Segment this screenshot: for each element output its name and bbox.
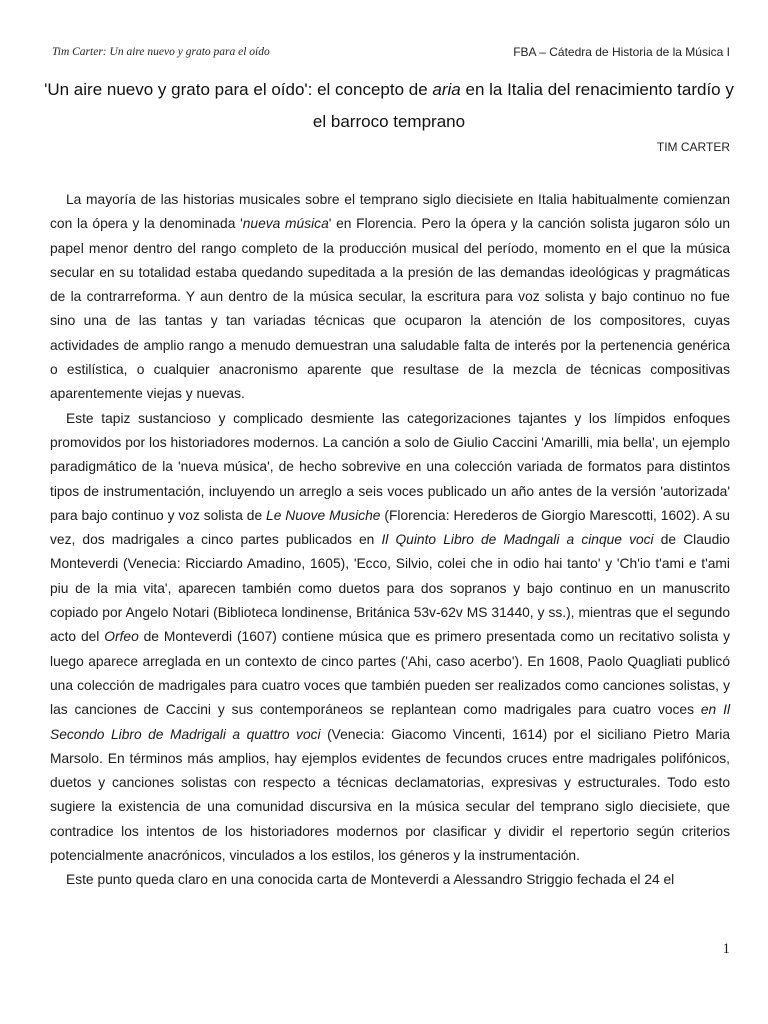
running-header-left: Tim Carter: Un aire nuevo y grato para el oído [52,46,270,58]
italic-title-run: Le Nuove Musiche [266,507,381,523]
author-name: TIM CARTER [656,140,730,154]
italic-title-run: Il Quinto Libro de Madngali a cinque voci [381,532,654,548]
text-run: (Florencia: Herederos de Giorgio Marescotti, 1602). A su vez, dos madrigales a cinco partes publicados en [50,507,730,548]
text-run: de Monteverdi (1607) contiene música que es primero presentada como un recitativo solista y luego aparece arreglada en un contexto de cinco partes ('Ahi, caso acerbo'). En 1608, Paolo Quagliati publicó una colección de madrigales para cuatro voces que también pueden ser realizados como canciones solistas, y las canciones de Caccini y sus contemporáneos se replantean como madrigales para cuatro voces [50,629,730,718]
text-run: ' en Florencia. Pero la ópera y la canción solista jugaron sólo un papel menor dentro del rango completo de la producción musical del período, momento en el que la música secular en su totalidad estaba quedando supeditada a la presión de las demandas ideológicas y pragmáticas de la contrarreforma. Y aun dentro de la música secular, la escritura para voz solista y bajo continuo no fue sino una de las tantas y tan variadas técnicas que ocuparon la atención de los compositores, cuyas actividades de amplio rango a menudo demuestran una saludable falta de interés por la pertenencia genérica o estilística, o cualquier anacronismo aparente que resultase de la mezcla de técnicas compositivas aparentemente viejas y nuevas. [50,216,730,402]
text-run: La mayoría de las historias musicales sobre el temprano siglo diecisiete en Italia habitualmente comienzan con la ópera y la denominada ' [50,192,730,232]
text-run: (Venecia: Giacomo Vincenti, 1614) por el siciliano Pietro Maria Marsolo. En términos más amplios, hay ejemplos evidentes de fecundos cruces entre madrigales polifónicos, duetos y canciones solistas con respecto a técnicas declamatorias, expresivas y estructurales. Todo esto sugiere la existencia de una comunidad discursiva en la música secular del temprano siglo diecisiete, que contradice los intentos de los historiadores modernos por clasificar y dividir el repertorio según criterios potencialmente anacrónicos, vinculados a los estilos, los géneros y la instrumentación. [50,726,731,864]
body-text [50,188,730,893]
text-run: Este punto queda claro en una conocida carta de Monteverdi a Alessandro Striggio fechada el 24 el [66,872,675,888]
italic-title-run: nueva música [242,216,329,232]
body-paragraph [50,868,730,892]
text-run: Este tapiz sustancioso y complicado desmiente las categorizaciones tajantes y los límpidos enfoques promovidos por los historiadores modernos. La canción a solo de Giulio Caccini 'Amarilli, mia bella', un ejemplo paradigmático de la 'nueva música', de hecho sobrevive en una colección variada de formatos para distintos tipos de instrumentación, incluyendo un arreglo a seis voces publicado un año antes de la versión 'autorizada' para bajo continuo y voz solista de [50,410,730,523]
document-title [40,74,738,138]
italic-title-run: en Il Secondo Libro de Madrigali a quattro voci [50,702,731,742]
title-text-2: en la Italia del renacimiento tardío y el barroco temprano [312,80,734,131]
title-italic-term: aria [432,80,461,99]
text-run: de Claudio Monteverdi (Venecia: Ricciardo Amadino, 1605), 'Ecco, Silvio, colei che in odio hai tanto' y 'Ch'io t'ami e t'ami piu de la mia vita', aparecen también como duetos para dos sopranos y bajo continuo en un manuscrito copiado por Angelo Notari (Biblioteca londinense, Británica 53v-62v MS 31440, y ss.), mientras que el segundo acto del [50,532,730,645]
running-header-right: FBA – Cátedra de Historia de la Música I [513,45,730,59]
title-text-1: 'Un aire nuevo y grato para el oído': el concepto de [44,80,433,99]
body-paragraph [50,407,730,869]
page-number: 1 [722,941,730,957]
italic-title-run: Orfeo [104,629,139,645]
body-paragraph [50,188,730,407]
